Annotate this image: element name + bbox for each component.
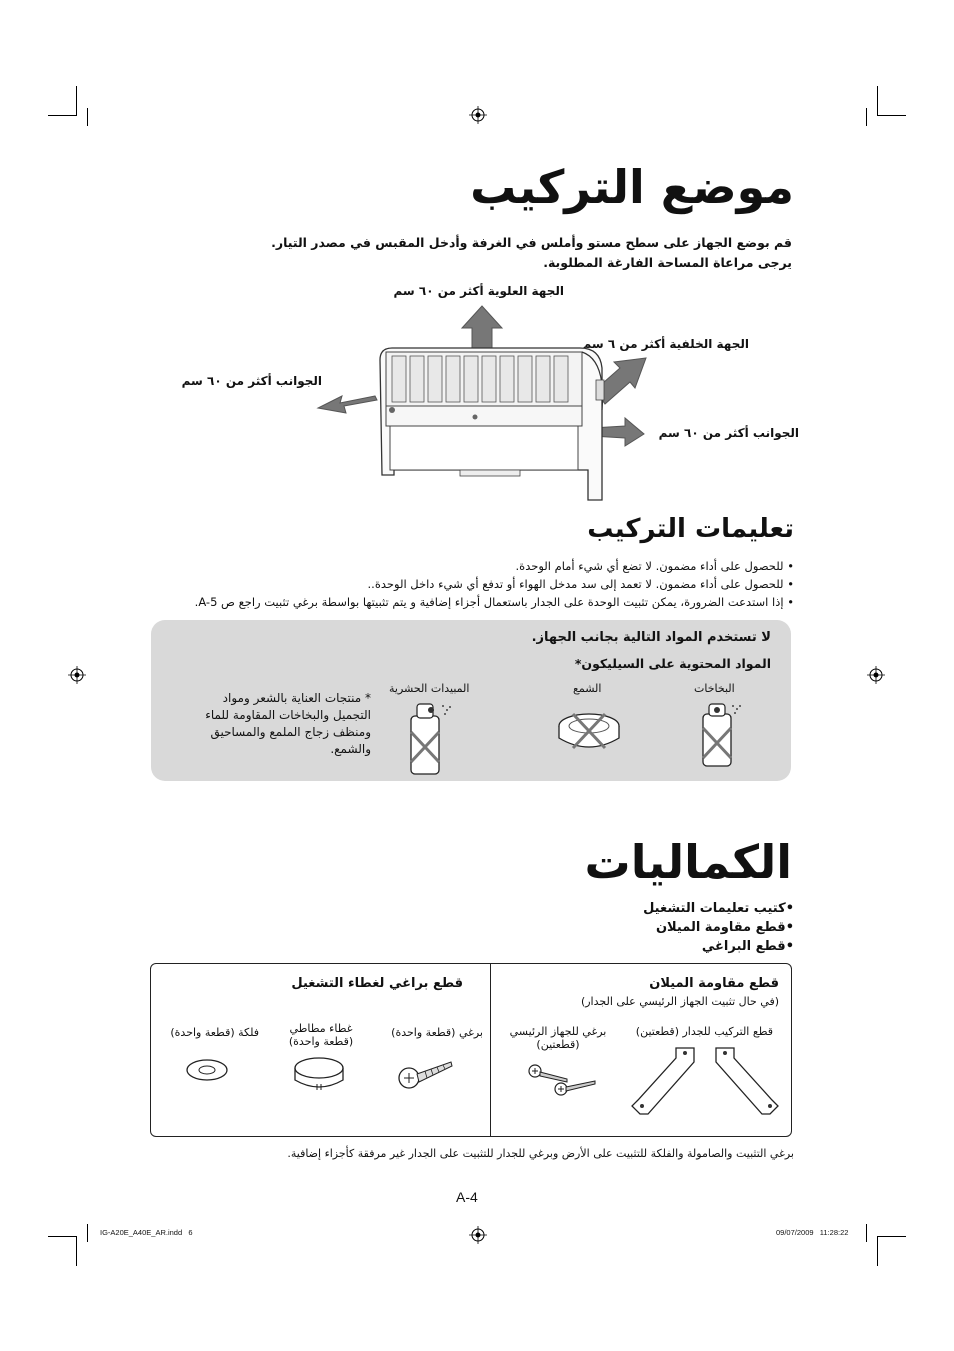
instructions-title: تعليمات التركيب bbox=[587, 514, 794, 544]
heater-clearance-diagram bbox=[310, 300, 660, 510]
clearance-left-label: الجوانب أكثر من ٦٠ سم bbox=[181, 374, 322, 388]
instruction-bullet-text: إذا استدعت الضرورة، يمكن تثبيت الوحدة على الجدار باستعمال أجزاء إضافية و يتم تثبيتها بواسطة برغي تثبيت راجع ص A-5. bbox=[194, 595, 784, 609]
item-label-sprays: البخاخات bbox=[694, 682, 735, 695]
rubber-cap-line: (قطعة واحدة) bbox=[288, 1035, 354, 1048]
main-unit-screw-label bbox=[503, 1025, 613, 1051]
screw-pair-icon bbox=[523, 1059, 603, 1109]
clearance-right-label: الجوانب أكثر من ٦٠ سم bbox=[658, 426, 799, 440]
installation-intro-2: يرجى مراعاة المساحة الفارغة المطلوبة. bbox=[543, 255, 792, 270]
registration-mark-icon bbox=[68, 666, 86, 684]
screw-icon bbox=[395, 1056, 455, 1094]
warning-footnote bbox=[171, 690, 371, 758]
rubber-cap-label bbox=[271, 1022, 371, 1048]
warning-heading: لا تستخدم المواد التالية بجانب الجهاز. bbox=[531, 630, 771, 645]
installation-title: موضع التركيب bbox=[470, 160, 794, 214]
footnote-line: التجميل والبخاخات المقاومة للماء bbox=[205, 708, 371, 722]
page-number: A-4 bbox=[456, 1189, 478, 1205]
accessory-list-text: قطع مقاومة الميلان bbox=[655, 920, 786, 935]
instruction-bullet-text: للحصول على أداء مضمون. لا تضع أي شيء أمام الوحدة. bbox=[515, 559, 784, 573]
accessory-list-item: •قطع مقاومة الميلان bbox=[655, 920, 794, 935]
screw-parts-title: قطع براغي لغطاء التشغيل bbox=[291, 976, 463, 991]
accessories-box bbox=[150, 963, 792, 1137]
box-divider bbox=[490, 964, 491, 1136]
anti-tip-subtitle: (في حال تثبيت الجهاز الرئيسي على الجدار) bbox=[580, 995, 779, 1008]
main-unit-screw-line: برغي للجهاز الرئيسي bbox=[509, 1025, 607, 1038]
warning-subheading: المواد المحتوية على السيليكون* bbox=[574, 656, 771, 671]
registration-mark-icon bbox=[469, 1226, 487, 1244]
footnote-line: * منتجات العناية بالشعر ومواد bbox=[222, 691, 371, 705]
accessory-list-text: قطع البراغي bbox=[701, 939, 786, 954]
rubber-cap-line: غطاء مطاطي bbox=[289, 1022, 353, 1035]
item-label-insecticides: المبيدات الحشرية bbox=[389, 682, 470, 695]
clearance-back-label: الجهة الخلفية أكثر من ٦ سم bbox=[582, 337, 749, 351]
accessories-title: الكماليات bbox=[584, 835, 792, 889]
instruction-bullet: • للحصول على أداء مضمون. لا تعمد إلى سد مدخل الهواء أو تدفع أي شيء داخل الوحدة.. bbox=[367, 577, 794, 591]
arrow-left-icon bbox=[318, 396, 377, 413]
clearance-top-label: الجهة العلوية أكثر من ٦٠ سم bbox=[393, 284, 564, 298]
crossed-wax-icon bbox=[555, 708, 623, 758]
instruction-bullet-text: للحصول على أداء مضمون. لا تعمد إلى سد مدخل الهواء أو تدفع أي شيء داخل الوحدة.. bbox=[367, 577, 784, 591]
rubber-cap-icon bbox=[291, 1054, 347, 1094]
installation-intro-1: قم بوضع الجهاز على سطح مستو وأملس في الغرفة وأدخل المقبس في مصدر التيار. bbox=[271, 235, 792, 250]
accessory-list-text: كتيب تعليمات التشغيل bbox=[643, 901, 786, 916]
accessory-list-item: •قطع البراغي bbox=[701, 939, 794, 954]
washer-label: فلكة (قطعة واحدة) bbox=[170, 1026, 259, 1039]
wall-bracket-label: قطع التركيب للجدار (قطعتين) bbox=[635, 1025, 773, 1038]
accessories-footer-note: برغي التثبيت والصامولة والفلكة للتثبيت على الأرض وبرغي للجدار للتثبيت على الجدار غير مرفقة كأجزاء إضافية. bbox=[287, 1147, 794, 1160]
footnote-line: والشمع. bbox=[330, 742, 371, 756]
accessory-list-item: •كتيب تعليمات التشغيل bbox=[643, 901, 794, 916]
crossed-spray-can-icon bbox=[691, 700, 747, 770]
screw-label: برغي (قطعة واحدة) bbox=[391, 1026, 483, 1039]
registration-mark-icon bbox=[867, 666, 885, 684]
slug-left: IG-A20E_A40E_AR.indd 6 bbox=[100, 1228, 193, 1237]
main-unit-screw-line: (قطعتين) bbox=[536, 1038, 580, 1051]
registration-mark-icon bbox=[469, 106, 487, 124]
footnote-line: ومنظف زجاج الملمع والمساحيق bbox=[210, 725, 371, 739]
washer-icon bbox=[185, 1056, 229, 1084]
wall-bracket-icon bbox=[626, 1042, 786, 1132]
item-label-wax: الشمع bbox=[573, 682, 602, 695]
slug-right: 09/07/2009 11:28:22 bbox=[776, 1228, 849, 1237]
instruction-bullet: • إذا استدعت الضرورة، يمكن تثبيت الوحدة على الجدار باستعمال أجزاء إضافية و يتم تثبيتها بواسطة برغي تثبيت راجع ص A-5. bbox=[194, 595, 794, 609]
warning-box bbox=[151, 620, 791, 781]
anti-tip-title: قطع مقاومة الميلان bbox=[649, 976, 779, 991]
instruction-bullet: • للحصول على أداء مضمون. لا تضع أي شيء أمام الوحدة. bbox=[515, 559, 794, 573]
crossed-insecticide-can-icon bbox=[401, 700, 457, 776]
